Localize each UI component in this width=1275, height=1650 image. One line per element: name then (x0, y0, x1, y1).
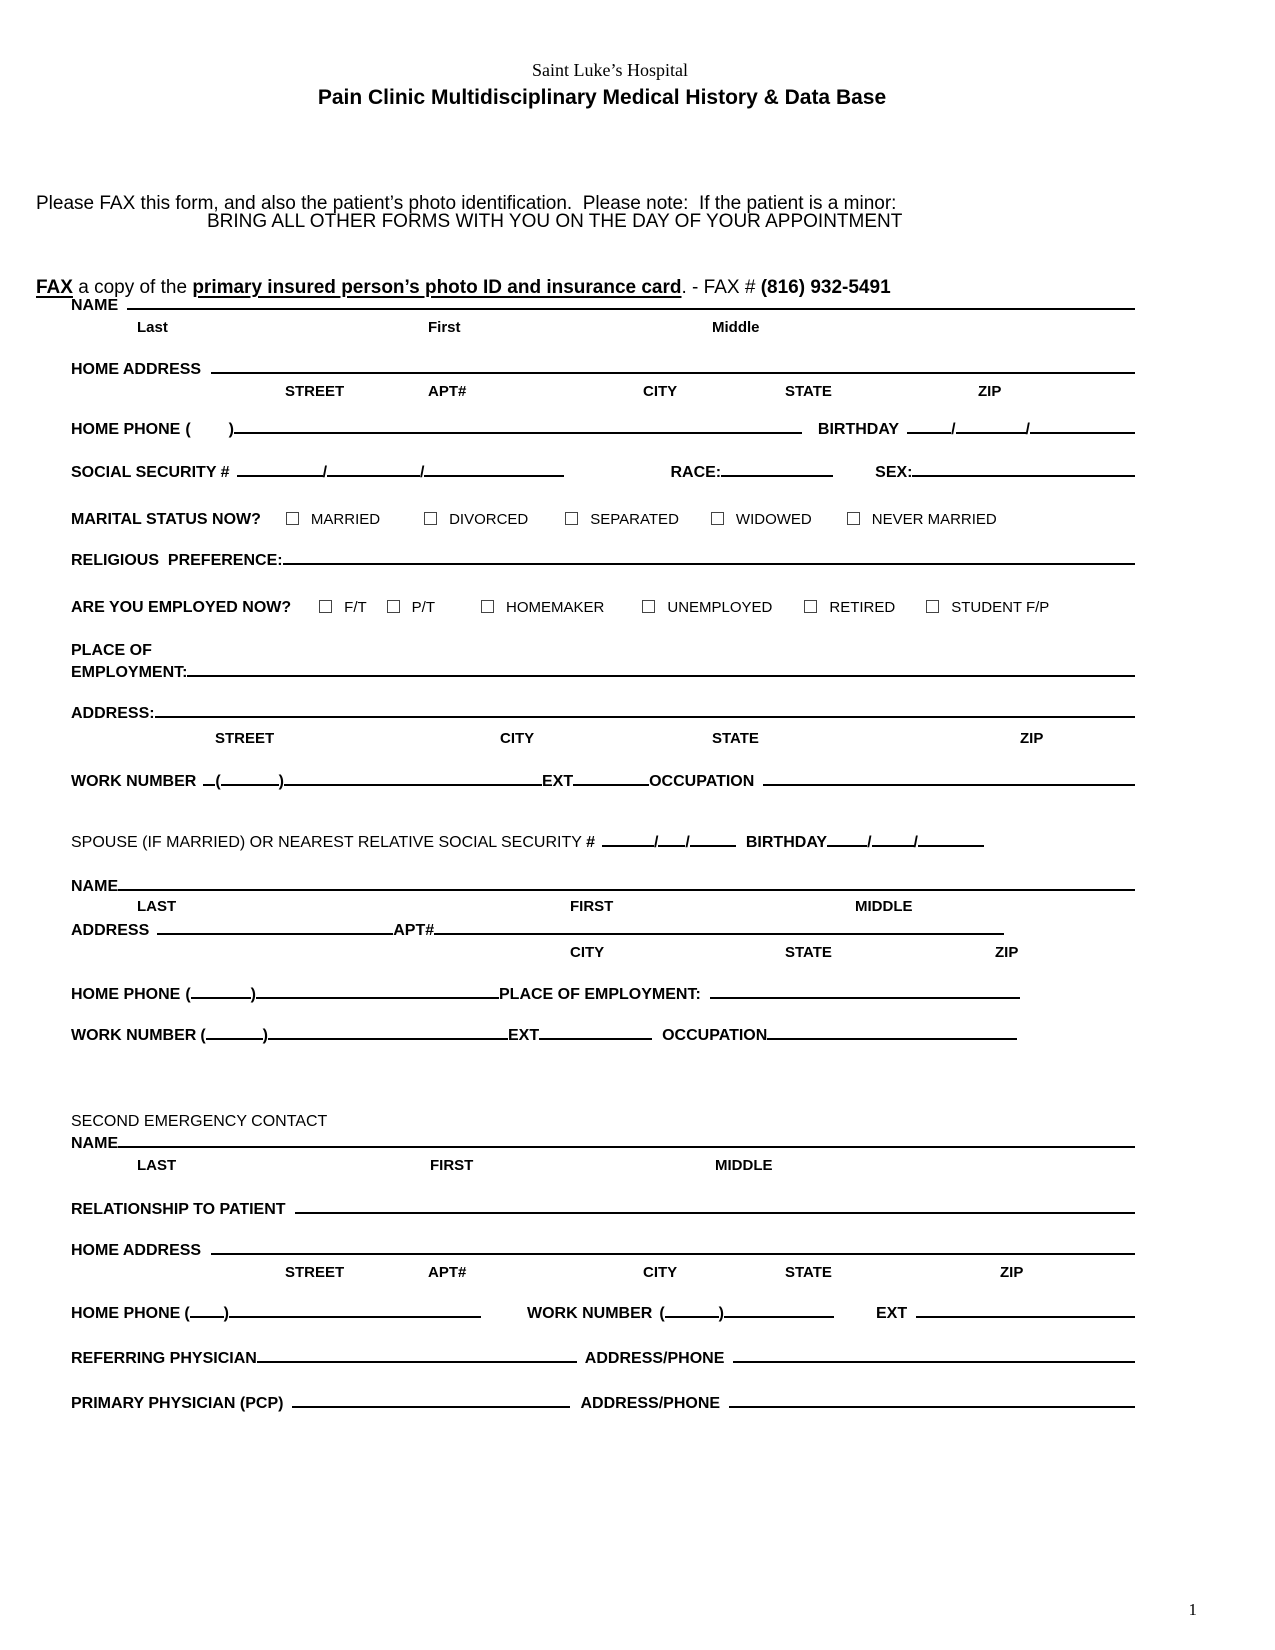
sublabel-first: FIRST (430, 1157, 474, 1174)
employed-option-ft[interactable] (319, 598, 367, 617)
spouse-birthday-year-line[interactable] (918, 845, 984, 847)
patient-home-address-row (71, 360, 1135, 379)
spouse-header-row (71, 833, 1135, 852)
open-paren: ( (185, 986, 191, 1003)
sublabel-last: LAST (137, 898, 177, 915)
checkbox-icon[interactable] (286, 512, 299, 525)
spouse-work-area-code-line[interactable] (206, 1038, 263, 1040)
close-paren: ) (228, 421, 234, 438)
patient-name-label: NAME (71, 297, 119, 314)
slash: / (420, 464, 425, 481)
fax-text-2: . - FAX # (681, 277, 761, 298)
employment-row (71, 663, 1135, 682)
fax-text-1: a copy of the (72, 277, 193, 298)
fax-word: FAX (36, 277, 73, 298)
close-paren: ) (718, 1305, 724, 1322)
patient-name-row (71, 296, 1135, 315)
hospital-name: Saint Luke’s Hospital (532, 60, 688, 80)
religious-preference-line[interactable] (283, 563, 1135, 565)
employed-now-row (71, 598, 1135, 617)
employment-address-line[interactable] (155, 716, 1135, 718)
marital-option-married[interactable] (286, 510, 380, 529)
emergency-home-phone-label: HOME PHONE (71, 1305, 181, 1322)
work-phone-lead-line[interactable] (203, 784, 215, 786)
emergency-name-sublabels (71, 1155, 1135, 1172)
checkbox-icon[interactable] (926, 600, 939, 613)
checkbox-icon[interactable] (424, 512, 437, 525)
emergency-home-address-row (71, 1241, 1135, 1260)
referring-address-phone-label: ADDRESS/PHONE (584, 1350, 725, 1367)
spouse-occupation-line[interactable] (767, 1038, 1017, 1040)
ssn-label: SOCIAL SECURITY # (71, 464, 230, 481)
sublabel-state: STATE (712, 730, 759, 747)
sex-label: SEX: (875, 464, 913, 481)
option-label: DIVORCED (449, 511, 529, 528)
spouse-home-phone-label: HOME PHONE (71, 986, 181, 1003)
employed-option-homemaker[interactable] (481, 598, 604, 617)
sublabel-state: STATE (785, 1264, 832, 1281)
fax-emphasis: primary insured person’s photo ID and insurance card (192, 277, 682, 298)
race-label: RACE: (670, 464, 722, 481)
sublabel-state: STATE (785, 383, 832, 400)
page-number: 1 (1188, 1600, 1197, 1619)
marital-option-divorced[interactable] (424, 510, 528, 529)
emergency-ext-label: EXT (875, 1305, 908, 1322)
option-label: RETIRED (829, 599, 896, 616)
primary-address-phone-line[interactable] (729, 1406, 1135, 1408)
spouse-address-line[interactable] (434, 933, 1004, 935)
ext-label: EXT (541, 773, 574, 790)
checkbox-icon[interactable] (481, 600, 494, 613)
slash: / (322, 464, 328, 481)
close-paren: ) (262, 1027, 268, 1044)
place-of-row (71, 641, 1135, 660)
spouse-place-of-employment-label: PLACE OF EMPLOYMENT: (499, 986, 701, 1003)
sublabel-state: STATE (785, 944, 832, 961)
checkbox-icon[interactable] (804, 600, 817, 613)
sublabel-apt: APT# (428, 383, 467, 400)
emergency-name-row (71, 1134, 1135, 1153)
patient-home-phone-line[interactable] (234, 432, 802, 434)
race-line[interactable] (721, 475, 833, 477)
slash: / (867, 834, 872, 851)
sublabel-first: FIRST (570, 898, 614, 915)
sublabel-street: STREET (285, 383, 345, 400)
birthday-day-line[interactable] (956, 432, 1026, 434)
spouse-occupation-label: OCCUPATION (662, 1027, 768, 1044)
religious-preference-row (71, 551, 1135, 570)
sublabel-city: CITY (500, 730, 535, 747)
employed-option-pt[interactable] (387, 598, 435, 617)
emergency-work-phone-line[interactable] (724, 1316, 834, 1318)
marital-option-widowed[interactable] (711, 510, 812, 529)
occupation-line[interactable] (763, 784, 1135, 786)
ssn-part2-line[interactable] (327, 475, 420, 477)
spouse-address-sublabels (71, 942, 1135, 959)
employment-address-label: ADDRESS: (71, 705, 155, 722)
religious-preference-label: RELIGIOUS PREFERENCE: (71, 552, 283, 569)
employed-now-label: ARE YOU EMPLOYED NOW? (71, 599, 292, 616)
spouse-birthday-month-line[interactable] (827, 845, 867, 847)
employment-address-sublabels (71, 728, 1135, 745)
sublabel-middle: MIDDLE (715, 1157, 773, 1174)
sublabel-city: CITY (570, 944, 605, 961)
checkbox-icon[interactable] (642, 600, 655, 613)
open-paren: ( (184, 1305, 190, 1322)
employed-option-student[interactable] (926, 598, 1049, 617)
referring-physician-line[interactable] (257, 1361, 577, 1363)
sublabel-first: First (428, 319, 461, 336)
slash: / (685, 834, 690, 851)
close-paren: ) (278, 773, 284, 790)
open-paren: ( (200, 1027, 206, 1044)
close-paren: ) (223, 1305, 229, 1322)
ssn-part1-line[interactable] (237, 475, 323, 477)
checkbox-icon[interactable] (319, 600, 332, 613)
employed-option-retired[interactable] (804, 598, 895, 617)
marital-option-never-married[interactable] (847, 510, 997, 529)
emergency-phones-row (71, 1304, 1135, 1323)
sublabel-middle: Middle (712, 319, 760, 336)
spouse-ext-label: EXT (507, 1027, 540, 1044)
option-label: MARRIED (310, 511, 381, 528)
employment-label: EMPLOYMENT: (71, 664, 188, 681)
spouse-birthday-day-line[interactable] (872, 845, 914, 847)
birthday-month-line[interactable] (907, 432, 951, 434)
spouse-area-code-line[interactable] (191, 997, 251, 999)
emergency-ext-line[interactable] (916, 1316, 1135, 1318)
emergency-name-line[interactable] (118, 1146, 1135, 1148)
checkbox-icon[interactable] (711, 512, 724, 525)
option-label: NEVER MARRIED (871, 511, 997, 528)
spouse-birthday-label: BIRTHDAY (745, 834, 828, 851)
sublabel-zip: ZIP (978, 383, 1002, 400)
emergency-name-label: NAME (71, 1135, 119, 1152)
occupation-label: OCCUPATION (649, 773, 755, 790)
marital-status-row (71, 510, 1135, 529)
employed-option-unemployed[interactable] (642, 598, 772, 617)
primary-physician-label: PRIMARY PHYSICIAN (PCP) (71, 1395, 284, 1412)
spouse-apt-label: APT# (393, 922, 435, 939)
open-paren: ( (659, 1305, 665, 1322)
slash: / (653, 834, 659, 851)
option-label: P/T (411, 599, 436, 616)
birthday-year-line[interactable] (1030, 432, 1135, 434)
work-number-label: WORK NUMBER (71, 773, 197, 790)
place-of-employment-line[interactable] (187, 675, 1135, 677)
patient-name-line[interactable] (127, 308, 1135, 310)
spouse-ext-line[interactable] (539, 1038, 652, 1040)
relationship-line[interactable] (295, 1212, 1135, 1214)
emergency-home-address-label: HOME ADDRESS (71, 1242, 202, 1259)
place-of-label: PLACE OF (71, 642, 152, 659)
bring-forms-note: BRING ALL OTHER FORMS WITH YOU ON THE DAY OF YOUR APPOINTMENT (207, 211, 903, 232)
option-label: UNEMPLOYED (667, 599, 773, 616)
option-label: SEPARATED (590, 511, 679, 528)
sublabel-last: LAST (137, 1157, 177, 1174)
spouse-ssn-part3-line[interactable] (690, 845, 736, 847)
spouse-name-sublabels (71, 896, 1135, 913)
fax-number: (816) 932-5491 (760, 277, 891, 298)
close-paren: ) (250, 986, 256, 1003)
patient-phone-birthday-row (71, 420, 1135, 439)
ssn-part3-line[interactable] (424, 475, 564, 477)
spouse-name-row (71, 877, 1135, 896)
sublabel-zip: ZIP (1000, 1264, 1024, 1281)
birthday-label: BIRTHDAY (817, 421, 900, 438)
sublabel-street: STREET (285, 1264, 345, 1281)
emergency-work-area-code-line[interactable] (665, 1316, 719, 1318)
spouse-work-number-row (71, 1026, 1135, 1045)
slash: / (951, 421, 956, 438)
fax-instructions-line1: Please FAX this form, and also the patient’s photo identification. Please note: If the patient is a minor: (36, 193, 897, 214)
sublabel-apt: APT# (428, 1264, 467, 1281)
spouse-ssn-part1-line[interactable] (602, 845, 654, 847)
sublabel-zip: ZIP (995, 944, 1019, 961)
referring-physician-row (71, 1349, 1135, 1368)
emergency-home-phone-line[interactable] (229, 1316, 481, 1318)
marital-status-label: MARITAL STATUS NOW? (71, 511, 261, 528)
emergency-address-sublabels (71, 1262, 1135, 1279)
option-label: STUDENT F/P (951, 599, 1050, 616)
sublabel-middle: MIDDLE (855, 898, 913, 915)
open-paren: ( (185, 421, 191, 438)
slash: / (1025, 421, 1030, 438)
spouse-header-text: SPOUSE (IF MARRIED) OR NEAREST RELATIVE SOCIAL SECURITY (71, 834, 587, 851)
open-paren: ( (215, 773, 221, 790)
emergency-area-code-line[interactable] (190, 1316, 224, 1318)
form-title: Pain Clinic Multidisciplinary Medical History & Data Base (317, 86, 887, 109)
patient-name-sublabels (71, 317, 1135, 334)
spouse-work-number-label: WORK NUMBER (71, 1027, 197, 1044)
spouse-name-line[interactable] (118, 889, 1135, 891)
checkbox-icon[interactable] (387, 600, 400, 613)
slash: / (913, 834, 918, 851)
sex-line[interactable] (912, 475, 1135, 477)
marital-option-separated[interactable] (565, 510, 679, 529)
sublabel-last: Last (137, 319, 168, 336)
referring-address-phone-line[interactable] (733, 1361, 1135, 1363)
sublabel-zip: ZIP (1020, 730, 1044, 747)
work-area-code-line[interactable] (221, 784, 279, 786)
patient-address-sublabels (71, 381, 1135, 398)
spouse-phone-row (71, 985, 1135, 1004)
emergency-section-label: SECOND EMERGENCY CONTACT (71, 1113, 328, 1130)
spouse-home-phone-line[interactable] (256, 997, 499, 999)
sublabel-city: CITY (643, 383, 678, 400)
form-body (71, 296, 1135, 1413)
relationship-label: RELATIONSHIP TO PATIENT (71, 1201, 286, 1218)
sublabel-city: CITY (643, 1264, 678, 1281)
emergency-section-row (71, 1112, 1135, 1131)
option-label: HOMEMAKER (506, 599, 605, 616)
emergency-home-address-line[interactable] (211, 1253, 1135, 1255)
spouse-name-label: NAME (71, 878, 119, 895)
primary-physician-line[interactable] (292, 1406, 570, 1408)
checkbox-icon[interactable] (565, 512, 578, 525)
work-phone-line[interactable] (284, 784, 542, 786)
patient-ssn-row (71, 463, 1135, 482)
primary-physician-row (71, 1394, 1135, 1413)
checkbox-icon[interactable] (847, 512, 860, 525)
ext-line[interactable] (573, 784, 649, 786)
relationship-row (71, 1200, 1135, 1219)
employment-address-row (71, 704, 1135, 723)
spouse-street-line[interactable] (157, 933, 393, 935)
sublabel-street: STREET (215, 730, 275, 747)
spouse-work-phone-line[interactable] (268, 1038, 508, 1040)
emergency-work-number-label: WORK NUMBER (527, 1305, 653, 1322)
spouse-place-of-employment-line[interactable] (710, 997, 1020, 999)
referring-physician-label: REFERRING PHYSICIAN (71, 1350, 257, 1367)
spouse-address-label: ADDRESS (71, 922, 150, 939)
patient-home-address-line[interactable] (211, 372, 1135, 374)
patient-work-number-row (71, 772, 1135, 791)
spouse-ssn-part2-line[interactable] (658, 845, 685, 847)
option-label: WIDOWED (735, 511, 812, 528)
home-address-label: HOME ADDRESS (71, 361, 202, 378)
home-phone-label: HOME PHONE (71, 421, 181, 438)
spouse-address-row (71, 921, 1135, 940)
primary-address-phone-label: ADDRESS/PHONE (580, 1395, 721, 1412)
hash-label: # (586, 834, 595, 851)
option-label: F/T (344, 599, 367, 616)
